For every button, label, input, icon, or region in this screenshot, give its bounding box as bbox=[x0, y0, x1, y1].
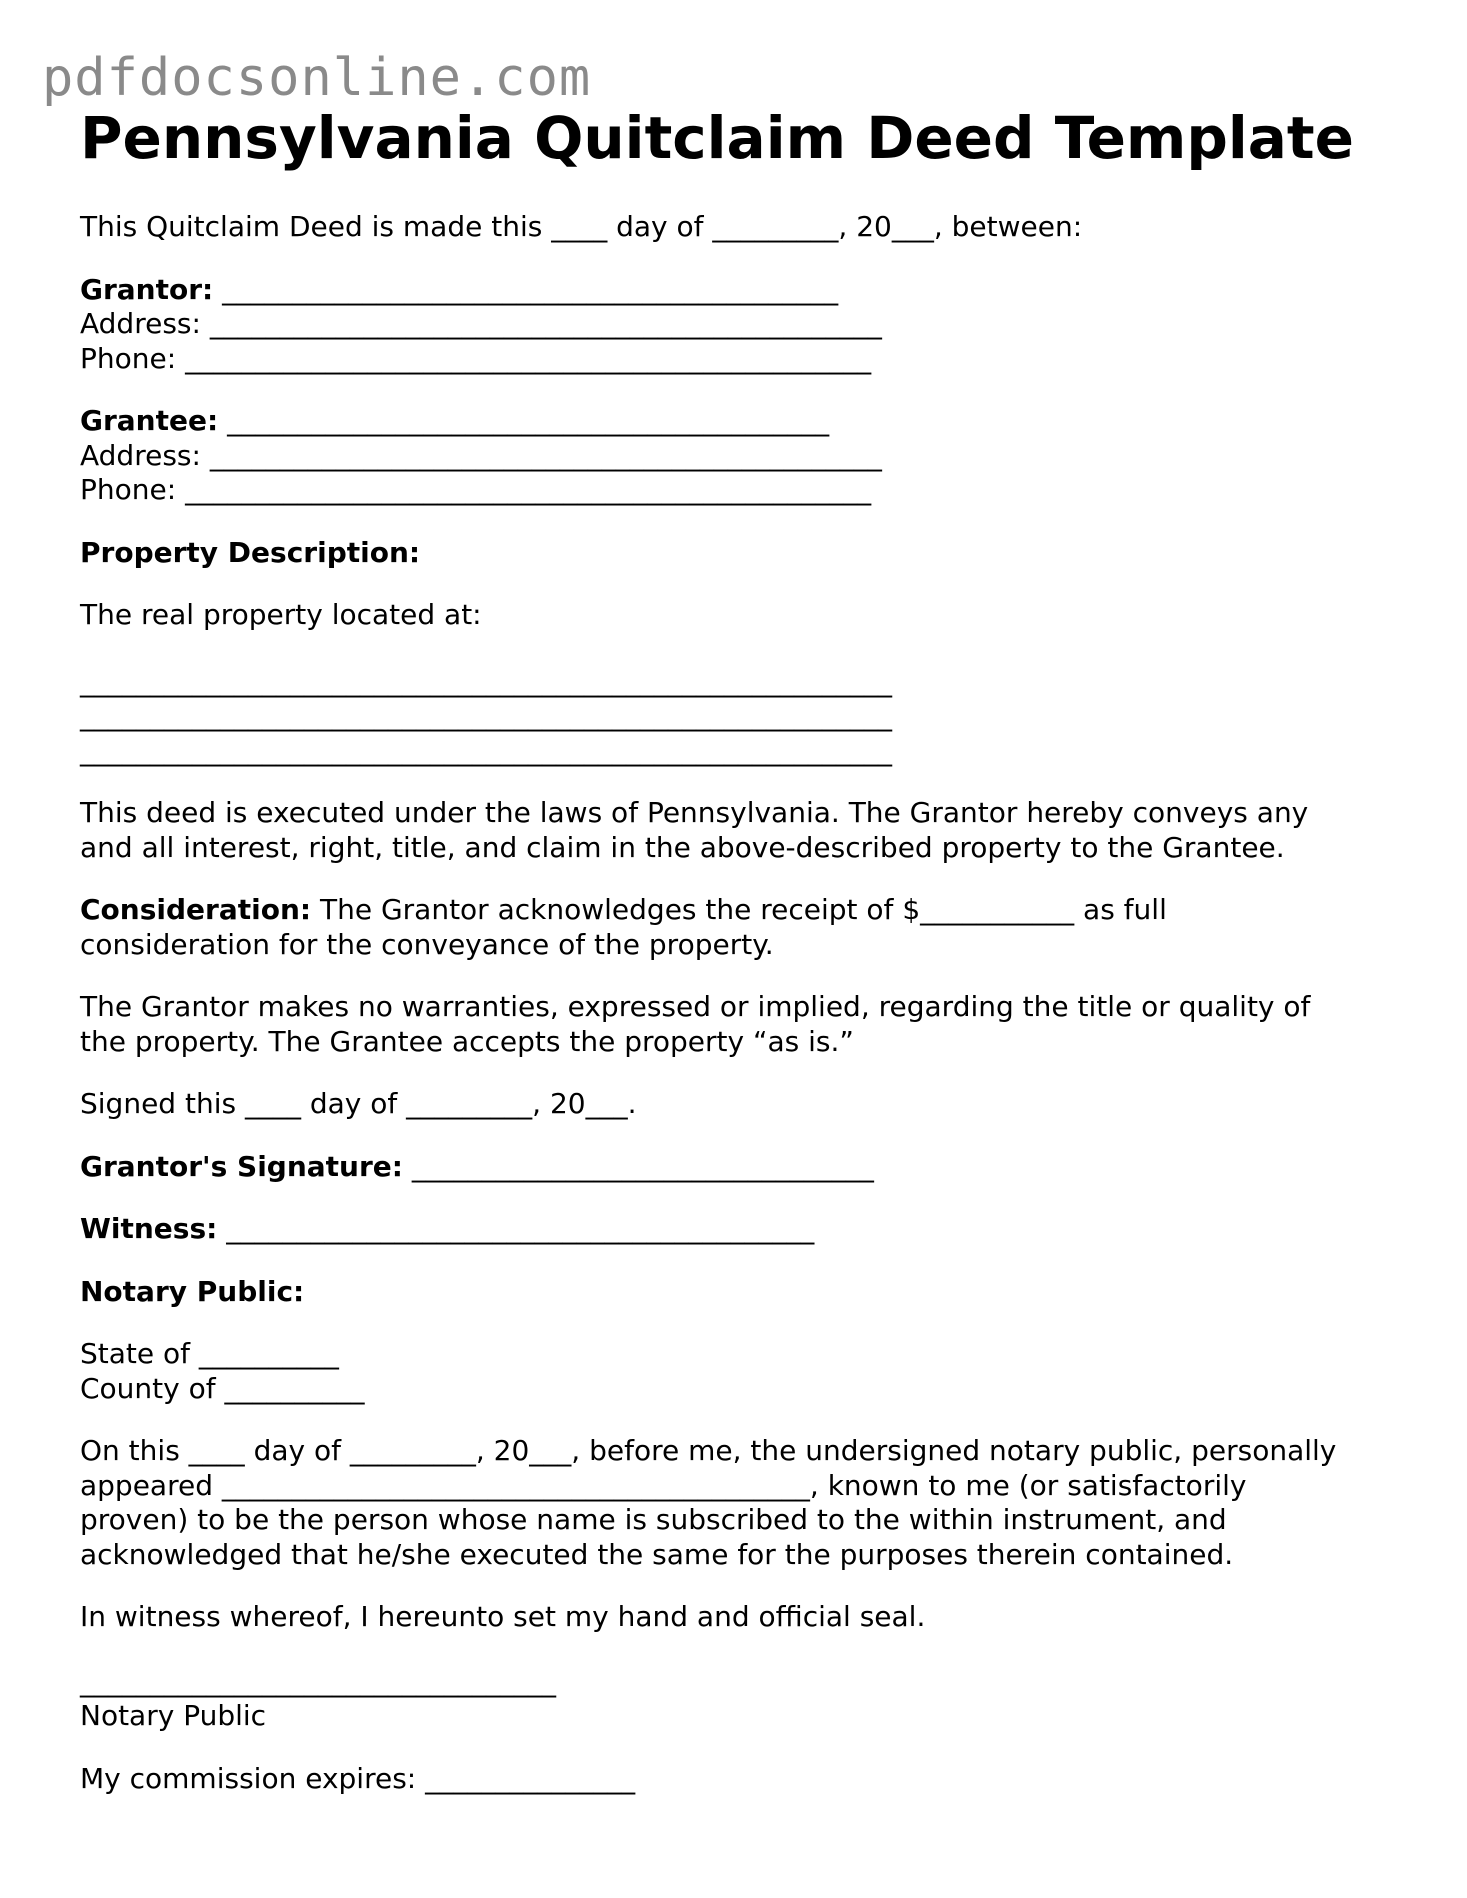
grantee-name-line bbox=[80, 404, 1410, 439]
laws-line-2: and all interest, right, title, and claim in the above-described property to the Grantee. bbox=[80, 830, 1285, 864]
laws-line-1: This deed is executed under the laws of Pennsylvania. The Grantor hereby conveys any bbox=[80, 796, 1309, 829]
grantor-signature-line bbox=[80, 1150, 1410, 1185]
notary-county-line[interactable]: County of __________ bbox=[80, 1371, 365, 1405]
grantor-address-line[interactable]: Address: ________________________________________________ bbox=[80, 307, 882, 340]
page-title: Pennsylvania Quitclaim Deed Template bbox=[80, 104, 1354, 172]
property-line-1[interactable]: __________________________________________________________ bbox=[80, 664, 892, 698]
witness-field[interactable]: __________________________________________ bbox=[226, 1212, 815, 1245]
grantee-address-line[interactable]: Address: ________________________________________________ bbox=[80, 438, 882, 472]
notary-heading: Notary Public: bbox=[80, 1274, 305, 1308]
notary-state-line[interactable]: State of __________ bbox=[80, 1337, 339, 1370]
consideration-text[interactable]: The Grantor acknowledges the receipt of $___________ as full bbox=[311, 893, 1167, 926]
notary-ack-line-3: proven) to be the person whose name is subscribed to the within instrument, and bbox=[80, 1503, 1227, 1536]
grantor-phone-line[interactable]: Phone: _________________________________________________ bbox=[80, 341, 872, 375]
witness-whereof-line: In witness whereof, I hereunto set my hand and official seal. bbox=[80, 1600, 926, 1633]
grantor-label: Grantor: bbox=[80, 272, 214, 306]
consideration-line-1 bbox=[80, 893, 1410, 928]
consideration-line-2: consideration for the conveyance of the property. bbox=[80, 927, 774, 961]
document-body bbox=[80, 210, 1410, 1796]
grantor-signature-field[interactable]: _________________________________ bbox=[411, 1149, 874, 1183]
notary-signature-label: Notary Public bbox=[80, 1699, 267, 1732]
grantor-name-field[interactable]: ____________________________________________ bbox=[222, 272, 839, 306]
notary-ack-line-1[interactable]: On this ____ day of _________, 20___, before me, the undersigned notary public, personally bbox=[80, 1434, 1337, 1467]
property-line-2[interactable]: __________________________________________________________ bbox=[80, 699, 892, 732]
commission-expires-line[interactable]: My commission expires: _______________ bbox=[80, 1761, 636, 1795]
property-located-label: The real property located at: bbox=[80, 598, 482, 631]
witness-line bbox=[80, 1212, 1410, 1247]
warranty-line-1: The Grantor makes no warranties, expressed or implied, regarding the title or quality of bbox=[80, 990, 1311, 1023]
notary-signature-field[interactable]: __________________________________ bbox=[80, 1664, 556, 1698]
property-line-3[interactable]: __________________________________________________________ bbox=[80, 733, 892, 767]
grantee-label: Grantee: bbox=[80, 404, 219, 437]
grantor-name-line bbox=[80, 273, 1410, 308]
property-heading: Property Description: bbox=[80, 535, 421, 569]
notary-ack-line-2[interactable]: appeared __________________________________________, known to me (or satisfactorily bbox=[80, 1468, 1247, 1502]
grantee-phone-line[interactable]: Phone: _________________________________________________ bbox=[80, 473, 872, 506]
grantor-signature-label: Grantor's Signature: bbox=[80, 1149, 403, 1183]
warranty-line-2: the property. The Grantee accepts the property “as is.” bbox=[80, 1024, 854, 1058]
notary-ack-line-4: acknowledged that he/she executed the same for the purposes therein contained. bbox=[80, 1537, 1234, 1571]
intro-line: This Quitclaim Deed is made this ____ day of _________, 20___, between: bbox=[80, 210, 1083, 243]
signed-date-line[interactable]: Signed this ____ day of _________, 20___. bbox=[80, 1087, 637, 1120]
watermark: pdfdocsonline.com bbox=[42, 48, 592, 108]
witness-label: Witness: bbox=[80, 1212, 218, 1245]
consideration-label: Consideration: bbox=[80, 893, 312, 926]
grantee-name-field[interactable]: ___________________________________________ bbox=[227, 404, 830, 437]
